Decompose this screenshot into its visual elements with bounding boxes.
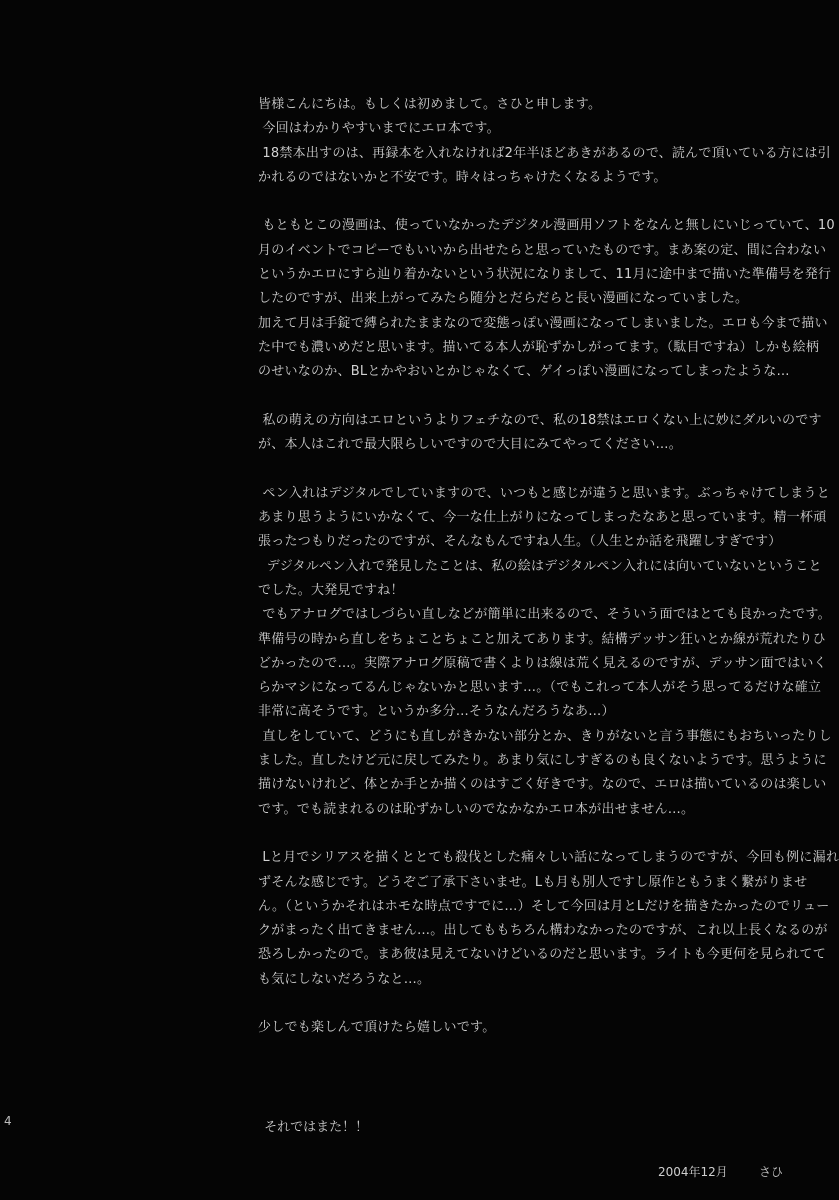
text-line: 加えて月は手錠で縛られたままなので変態っぽい漫画になってしまいました。エロも今まで描い [258,315,828,331]
text-line: 描けないけれど、体とか手とか描くのはすごく好きです。なので、エロは描いているのは楽しい [258,777,827,793]
text-line: も気にしないだろうなと…。 [258,971,431,987]
text-line: もともとこの漫画は、使っていなかったデジタル漫画用ソフトをなんと無しにいじっていて、10 [258,218,835,234]
paragraph [258,214,835,384]
paragraph [258,93,831,190]
paragraph-gap [258,992,774,1016]
text-line: です。でも読まれるのは恥ずかしいのでなかなかエロ本が出せません…。 [258,801,695,817]
text-line: 恐ろしかったので。まあ彼は見えてないけどいるのだと思います。ライトも今更何を見られてて [258,947,827,963]
paragraph [258,1016,774,1040]
text-line: らかマシになってるんじゃないかと思います…。（でもこれって本人がそう思ってるだけな確立 [258,680,822,696]
date-line: 2004年12月 [658,1165,728,1179]
text-line: かれるのではないかと不安です。時々はっちゃけたくなるようです。 [258,169,667,185]
paragraph [258,846,839,992]
text-line: 少しでも楽しんで頂けたら嬉しいです。 [258,1020,496,1036]
text-line: 月のイベントでコピーでもいいから出せたらと思っていたものです。まあ案の定、間に合わない [258,242,827,258]
text-line: 今回はわかりやすいまでにエロ本です。 [258,121,500,137]
sign-off-line: それではまた！！ [260,1120,369,1135]
paragraph [258,482,832,822]
text-line: 18禁本出すのは、再録本を入れなければ2年半ほどあきがあるので、読んで頂いている方には引 [258,145,831,161]
text-line: 直しをしていて、どうにも直しがきかない部分とか、きりがないと言う事態にもおちいったりし [258,728,832,744]
text-line: ん。（というかそれはホモな時点ですでに…）そして今回は月とLだけを描きたかったのでリュー [258,898,830,914]
author-name: さひ [759,1165,784,1179]
text-line: 張ったつもりだったのですが、そんなもんですね人生。（人生とか話を飛躍しすぎです） [258,534,782,550]
text-line: ずそんな感じです。どうぞご了承下さいませ。Lも月も別人ですし原作ともうまく繋がりませ [258,874,808,890]
text-line: 非常に高そうです。というか多分…そうなんだろうなあ…） [258,704,615,720]
paragraph-gap [258,822,774,846]
afterword-body [258,93,839,1041]
paragraph-gap [258,457,774,481]
text-line: でした。大発見ですね！ [258,582,404,598]
text-line: た中でも濃いめだと思います。描いてる本人が恥ずかしがってます。（駄目ですね）しかも絵柄 [258,339,820,355]
paragraph-gap [258,385,774,409]
text-line: あまり思うようにいかなくて、今一な仕上がりになってしまったなあと思っています。精一杯頑 [258,510,827,526]
text-line: どかったので…。実際アナログ原稿で書くよりは線は荒く見えるのですが、デッサン面ではいく [258,655,827,671]
text-line: Lと月でシリアスを描くととても殺伐とした痛々しい話になってしまうのですが、今回も例に漏れ [258,850,839,866]
text-line: というかエロにすら辿り着かないという状況になりまして、11月に途中まで描いた準備号を発行 [258,267,832,283]
text-line: のせいなのか、BLとかやおいとかじゃなくて、ゲイっぽい漫画になってしまったような… [258,364,790,380]
text-line: デジタルペン入れで発見したことは、私の絵はデジタルペン入れには向いていないということ [258,558,822,574]
text-line: ペン入れはデジタルでしていますので、いつもと感じが違うと思います。ぶっちゃけてしまうと [258,485,831,501]
text-line: したのですが、出来上がってみたら随分とだらだらと長い漫画になっていました。 [258,291,749,307]
text-line: 皆様こんにちは。もしくは初めまして。さひと申します。 [258,97,602,112]
text-line: 準備号の時から直しをちょことちょこと加えてあります。結構デッサン狂いとか線が荒れたりひ [258,631,826,647]
text-line: 私の萌えの方向はエロというよりフェチなので、私の18禁はエロくない上に妙にダルいのです [258,412,822,428]
paragraph-gap [258,190,774,214]
text-line: でもアナログではしづらい直しなどが簡単に出来るので、そういう面ではとても良かったです。 [258,607,831,623]
text-line: ました。直したけど元に戻してみたり。あまり気にしすぎるのも良くないようです。思うように [258,753,827,769]
paragraph [258,409,822,458]
page-number: 4 [4,1114,12,1128]
text-line: クがまったく出てきません…。出してももちろん構わなかったのですが、これ以上長くなるのが [258,923,828,939]
text-line: が、本人はこれで最大限らしいですので大目にみてやってください…。 [258,437,683,453]
